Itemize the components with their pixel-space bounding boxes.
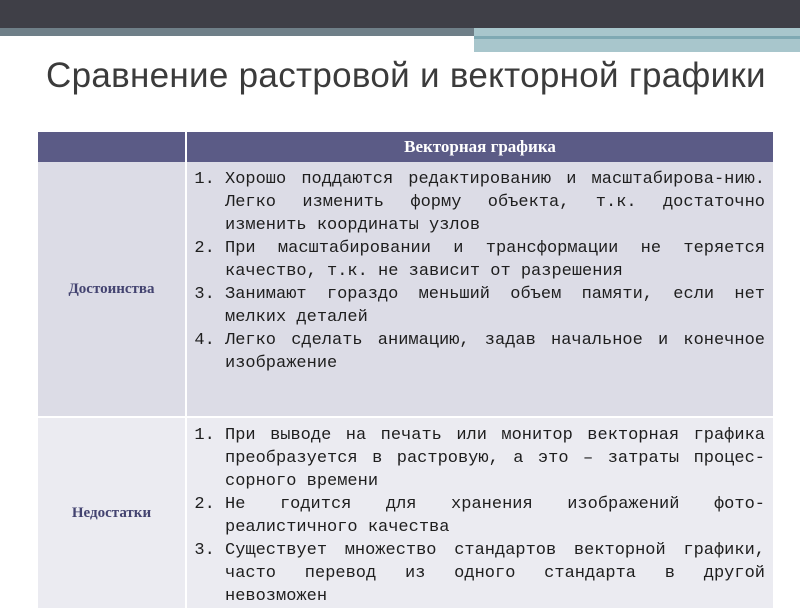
accent-block xyxy=(474,28,800,52)
list-item: 1. При выводе на печать или монитор векторная графика преобразуется в растровую, а это – затраты процес-сорного времени xyxy=(225,424,765,493)
header-corner-cell xyxy=(38,132,186,162)
list-item: 2. При масштабировании и трансформации не теряется качество, т.к. не зависит от разрешения xyxy=(225,237,765,283)
table-row-disadvantages xyxy=(38,417,773,608)
advantages-content xyxy=(186,162,773,417)
list-item: 3. Существует множество стандартов векторной графики, часто перевод из одного стандарта в другой невозможен xyxy=(225,539,765,608)
row-label-disadvantages: Недостатки xyxy=(38,417,186,608)
top-decor-bar xyxy=(0,0,800,28)
disadvantages-list xyxy=(197,424,765,608)
list-item: 2. Не годится для хранения изображений фото-реалистичного качества xyxy=(225,493,765,539)
advantages-list xyxy=(197,168,765,375)
comparison-table xyxy=(38,132,773,608)
list-item: 3. Занимают гораздо меньший объем памяти, если нет мелких деталей xyxy=(225,283,765,329)
disadvantages-content xyxy=(186,417,773,608)
accent-line xyxy=(474,36,800,39)
row-label-advantages: Достоинства xyxy=(38,162,186,417)
table-row-advantages xyxy=(38,162,773,417)
list-item: 4. Легко сделать анимацию, задав начальное и конечное изображение xyxy=(225,329,765,375)
list-item: 1. Хорошо поддаются редактированию и масштабирова-нию. Легко изменить форму объекта, т.к. достаточно изменить координаты узлов xyxy=(225,168,765,237)
header-vector-graphics: Векторная графика xyxy=(186,132,773,162)
table-header-row xyxy=(38,132,773,162)
slide-title: Сравнение растровой и векторной графики xyxy=(46,56,766,95)
